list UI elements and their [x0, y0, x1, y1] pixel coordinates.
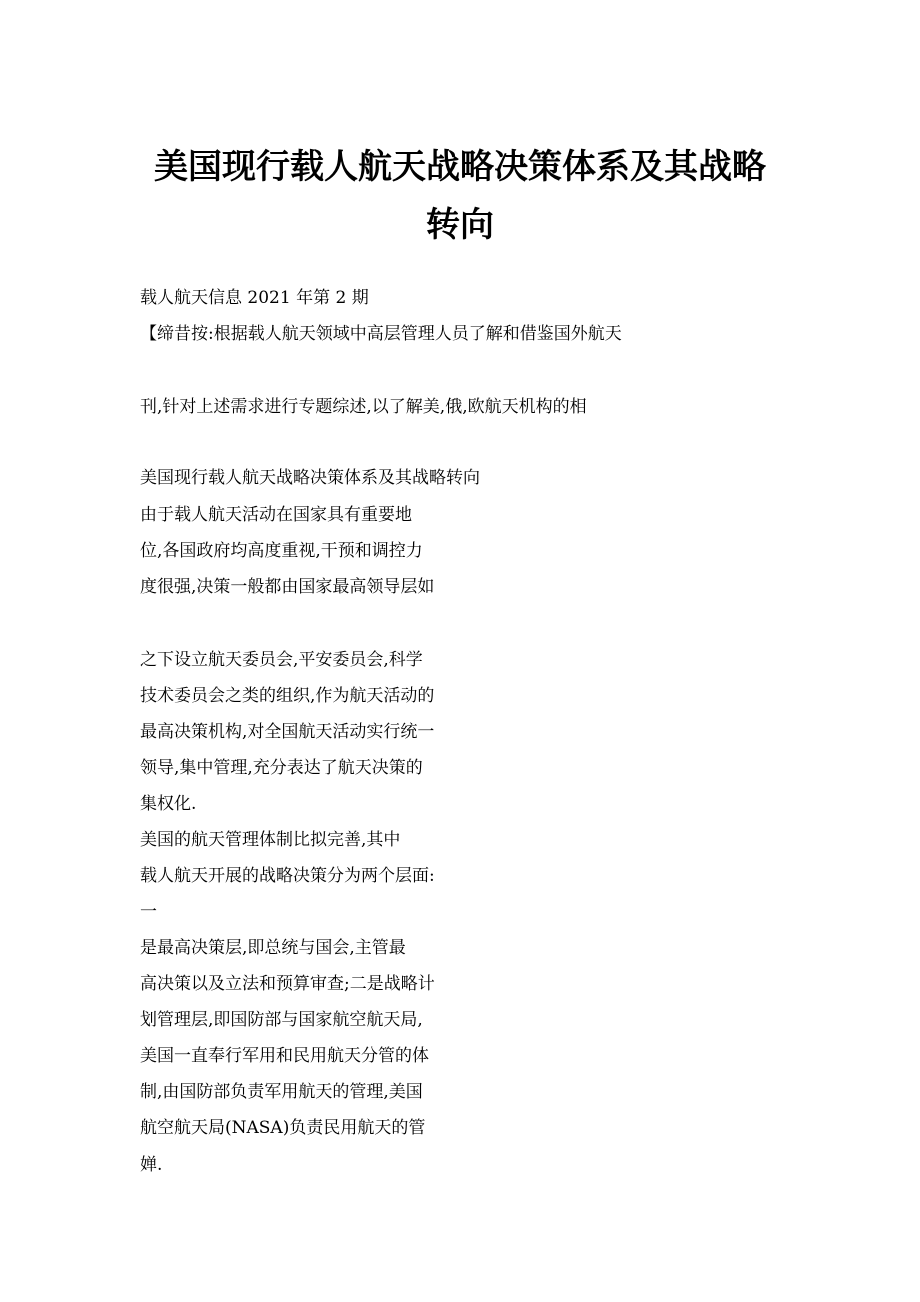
- source-line: 载人航天信息 2021 年第 2 期: [140, 288, 369, 308]
- editor-note-line-1: 【缔昔按:根据载人航天领域中高层管理人员了解和借鉴国外航天: [140, 324, 622, 344]
- body-line: 领导,集中管理,充分表达了航天决策的: [140, 758, 423, 778]
- body-line: 技术委员会之类的组织,作为航天活动的: [140, 686, 435, 706]
- body-line: 美国一直奉行军用和民用航天分管的体: [140, 1046, 429, 1066]
- body-line: 高决策以及立法和预算审查;二是战略计: [140, 974, 435, 994]
- body-line: 集权化.: [140, 794, 197, 814]
- body-line: 度很强,决策一般都由国家最高领导层如: [140, 577, 435, 597]
- body-line: 一: [140, 902, 157, 922]
- body-line: 划管理层,即国防部与国家航空航天局,: [140, 1010, 423, 1030]
- editor-note-line-2: 刊,针对上述需求进行专题综述,以了解美,俄,欧航天机构的相: [140, 397, 587, 417]
- body-line: 载人航天开展的战略决策分为两个层面:: [140, 866, 435, 886]
- body-line: 美国现行载人航天战略决策体系及其战略转向: [140, 468, 480, 488]
- document-title-line-2: 转向: [426, 205, 494, 245]
- body-line: 位,各国政府均高度重视,干预和调控力: [140, 541, 423, 561]
- body-line: 由于载人航天活动在国家具有重要地: [140, 505, 412, 525]
- body-line: 是最高决策层,即总统与国会,主管最: [140, 938, 406, 958]
- body-line: 之下设立航天委员会,平安委员会,科学: [140, 650, 423, 670]
- body-line: 航空航天局(NASA)负责民用航天的管: [140, 1118, 426, 1138]
- document-title-line-1: 美国现行载人航天战略决策体系及其战略: [154, 147, 766, 187]
- body-line: 最高决策机构,对全国航天活动实行统一: [140, 722, 435, 742]
- body-line: 美国的航天管理体制比拟完善,其中: [140, 830, 401, 850]
- body-line: 婵.: [140, 1155, 163, 1175]
- body-line: 制,由国防部负责军用航天的管理,美国: [140, 1082, 423, 1102]
